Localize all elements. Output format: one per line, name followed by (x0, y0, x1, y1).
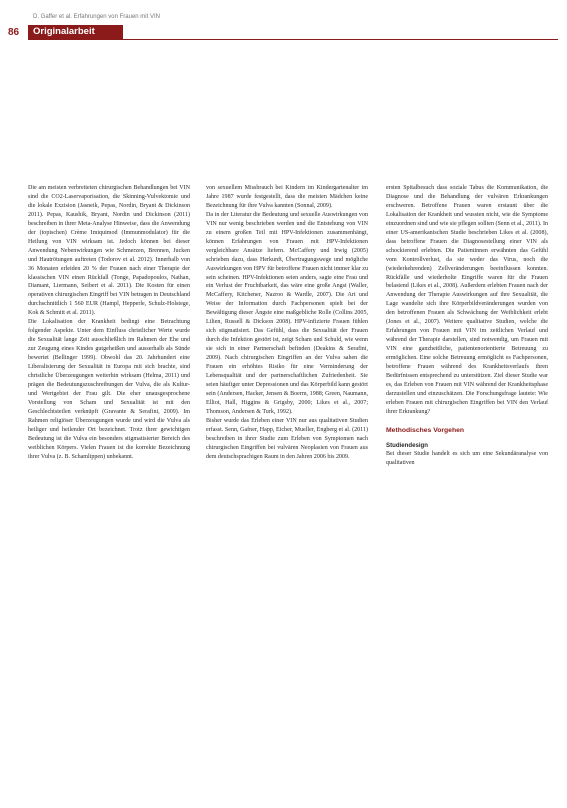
paragraph: Da in der Literatur die Bedeutung und sexuelle Auswirkungen von VIN nur wenig beschrieben werden und die Entstehung von VIN zu einem großen Teil mit HPV-Infektionen zusammenhängt, können Erfahrungen von Frauen mit HPV-Infektionen vergleichbare Ansätze liefern. McCaffery und Irwig (2005) schrieben dazu, dass Herkunft, Übertragungswege und mögliche Auswirkungen von HPV für betroffene Frauen nicht immer klar zu sein scheinen. HPV-Infektionen seien anders, sagte eine Frau und ein Verlust der Fruchtbarkeit, das wäre eine große Angst (Waller, McCaffery, Kitchener, Nazroo & Wardle, 2007). Die Art und Weise der Information durch Fachpersonen spielt bei der Bewältigung dieser Ängste eine maßgebliche Rolle (Collins 2005, Lilien, Russell & Dickson 2008). HPV-infizierte Frauen fühlen sich stigmatisiert. Das Gefühl, dass die Sexualität der Frauen durch die Infektion gestört ist, zeigt Scham und Schuld, wie wenn sie sich in einer Partnerschaft befinden (Deakins & Serafini, 2009). Nach chirurgischen Eingriffen an der Vulva sahen die Frauen ein erhöhtes Risiko für eine Verminderung der Lebensqualität und der partnerschaftlichen Zufriedenheit. Sie seien häufiger unter Depressionen und das Körperbild kann gestört sein (Andersen, Hacker, Jensen & Boerm, 1988; Green, Naumann, Elliot, Hall, Higgins & Grigsby, 2000; Likes et al., 2007; Thomson, Andersen & Turk, 1992). (206, 211, 368, 415)
paragraph: von sexuellem Missbrauch bei Kindern im Kindergartenalter im Jahre 1987 wurde festgestellt, dass die meisten Mädchen keine Bezeichnung für ihre Vulva kannten (Sonnal, 2009). (206, 185, 368, 209)
running-head: D. Gaffer et al. Erfahrungen von Frauen mit VIN (33, 14, 160, 20)
sub-heading: Studiendesign (386, 441, 428, 449)
paragraph: ersten Spitalbesuch dass soziale Tabus die Kommunikation, die Diagnose und die Behandlung der vulvären Erkrankungen erschweren. Betroffene Frauen waren erstaunt über die Lokalisation der Krankheit und wussten nicht, wie die Symptome einzuordnen sind und wie sie pflegen sollten (Senn et al., 2011). In einer US-amerikanischen Studie beschrieben Likes et al. (2008), dass betroffene Frauen die Diagnosestellung einer VIN als schockierend erlebten. Die Patientinnen erwähnten das Gefühl vom Kontrollverlust, da sie weder das Virus, noch die (wiederkehrenden) Zellveränderungen beeinflussen konnten. Rückfälle und wiederholte Eingriffe waren für die Frauen belastend (Likes et al., 2008). Außerdem erlebten Frauen nach der Anwendung der Therapie Auswirkungen auf ihre Sexualität, die Lage wandelte sich ihre Körperbildveränderungen wurden von den betroffenen Frauen als Schwächung der Weiblichkeit erlebt (Jones et al., 2007). Weitere qualitative Studien, welche die Erfahrungen von Frauen mit VIN im zeitlichen Verlauf und während der Therapie darstellen, sind notwendig, um Frauen mit VIN eine ganzheitliche, patientenorientierte Betreuung zu ermöglichen. Eine solche Betreuung ermöglicht es Fachpersonen, betroffene Frauen während des Krankheitsverlaufs ihren Bedürfnissen entsprechend zu unterstützen. Ziel dieser Studie war es, das Erleben von Frauen mit VIN während der Krankheitsphase darzustellen und einzuschätzen. Die Forschungsfrage lautete: Wie erleben Frauen mit chirurgischen Eingriffen bei VIN den Verlauf ihrer Erkrankung? (386, 185, 548, 415)
text-column-2 (206, 184, 368, 462)
text-column-1 (28, 184, 190, 462)
paragraph: Die Lokalisation der Krankheit bedingt eine Betrachtung folgender Aspekte. Unter dem Einfluss christlicher Werte wurde die Sexualität lange Zeit ausschließlich im Rahmen der Ehe und zur Zeugung eines Kindes gutgeheißen und ausserhalb als Sünde bewertet (Bellinger 1999). Obwohl das 20. Jahrhundert eine Liberalisierung der Sexualität in Europa mit sich brachte, sind christliche Überzeugungen weiterhin wirksam (Helma, 2011) und prägen die Bedeutungszuschreibungen der Vulva, die als Kultur- und Wertgebiet der Frau gilt. Die eher unausgesprochene Vorstellung von Scham und Sexualität ist mit den Geschlechtsteilen verknüpft (Gravante & Serafini, 2009). Im Rahmen religiöser Überzeugungen wurde und wird die Vulva als heiliger und heilender Ort bezeichnet. Trotz ihrer gewichtigen Bedeutung ist die Vulva ein besonders stigmatisierter Bereich des weiblichen Körpers. Vielen Frauen ist die korrekte Bezeichnung ihrer Vulva (z. B. Schamlippen) unbekannt. (28, 319, 190, 460)
paragraph: Bei dieser Studie handelt es sich um eine Sekundäranalyse von qualitativen (386, 450, 548, 466)
page-number: 86 (8, 27, 20, 38)
section-label: Originalarbeit (28, 25, 123, 39)
header-rule (28, 39, 558, 40)
paragraph: Die am meisten verbreiteten chirurgischen Behandlungen bei VIN sind die CO2-Laservaporisation, die Skinning-Vulvektomie und die lokale Exzision (Jasneik, Pepas, Nordin, Bryant & Dickinson 2011). Pepas, Kaushik, Bryant, Nordin und Dickinson (2011) beschreiben in ihrer Meta-Analyse Hinweise, dass die Anwendung der (topischen) Crème Imiquimod (Immunmodulator) für die Heilung von VIN wirksam ist. Jedoch können bei dieser Anwendung Nebenwirkungen wie Schmerzen, Brennen, Jucken und Hautrötungen auftreten (Todorov et al. 2012). Innerhalb von 36 Monaten erleiden 20 % der Frauen nach einer Therapie der klassischen VIN einen Rückfall (Tonge, Papadopoulos, Nathan, Diamant, Liermann, Seibert et al. 2011). Die Kosten für einen operativen chirurgischen Eingriff bei VIN betragen in Deutschland durchschnittlich 1 560 EUR (Hampl, Hepperle, Schulz-Holstege, Kok & Schmitt et al. 2011). (28, 185, 190, 317)
text-column-3 (386, 184, 548, 468)
paragraph: Bisher wurde das Erleben einer VIN nur aus qualitativen Studien erfasst. Senn, Gafner, Happ, Eicher, Mueller, Engberg et al. (2011) beschreiben in ihrer Studie zum Erleben von Symptomen nach chirurgischen Eingriffen bei vulvären Neoplasien von Frauen aus dem deutschsprachigen Raum in den Jahren 2006 bis 2009. (206, 417, 368, 460)
section-heading: Methodisches Vorgehen (386, 426, 465, 434)
